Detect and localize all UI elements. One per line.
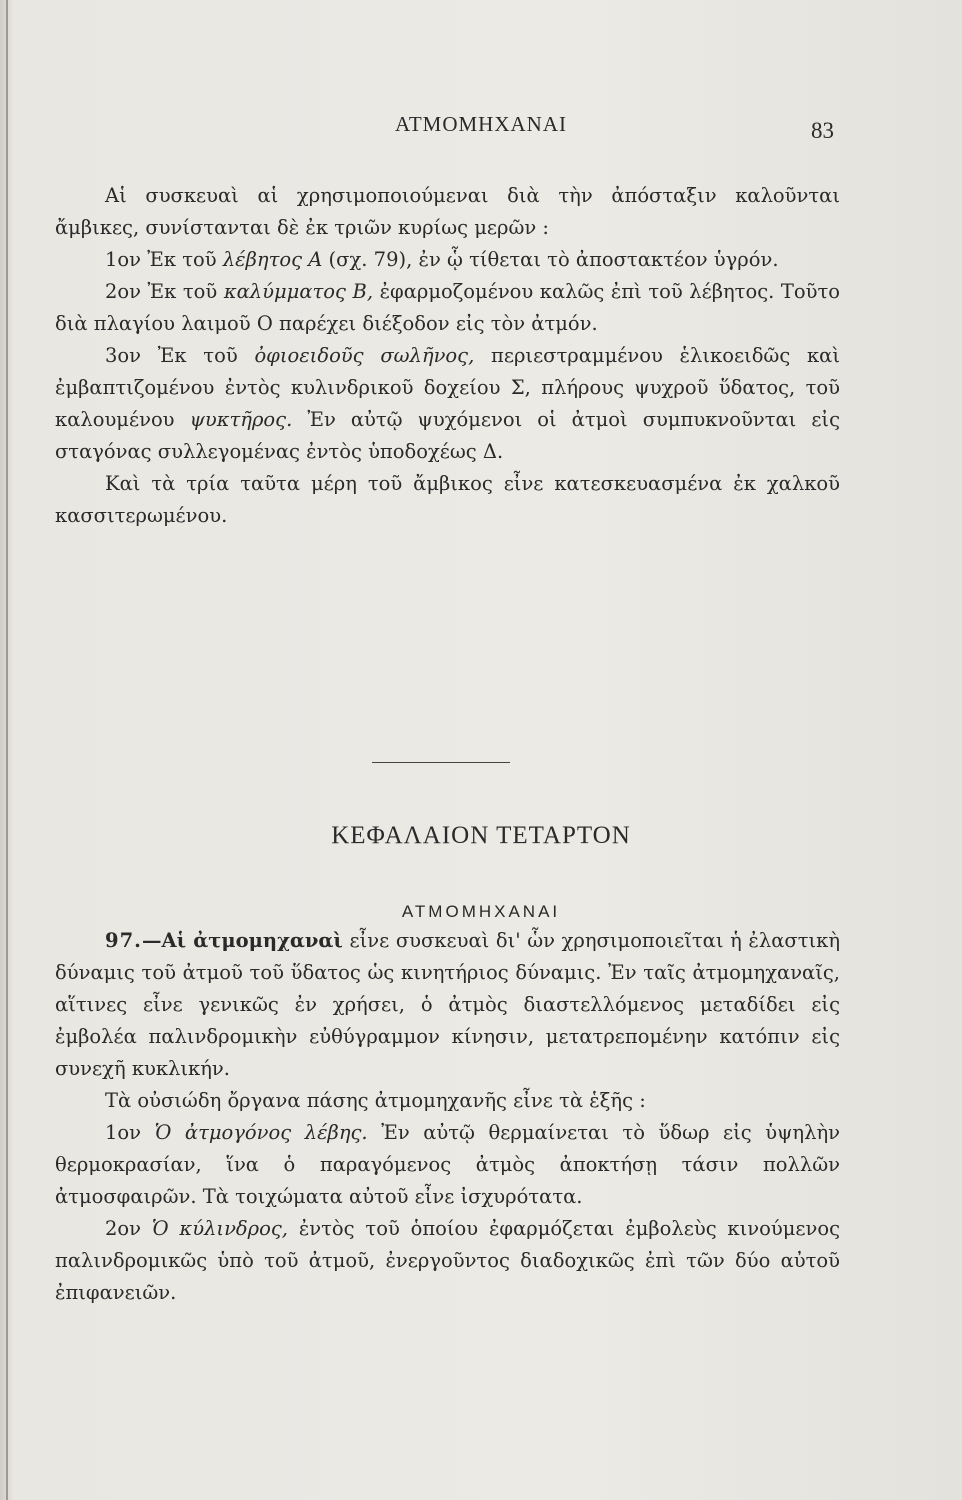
- paragraph-number: 97.: [105, 929, 142, 952]
- paragraph-text: (σχ. 79), ἐν ᾧ τίθεται τὸ ἀποστακτέον ὑγρόν.: [328, 248, 779, 271]
- item-number: 2ον: [105, 1217, 142, 1240]
- paragraph-cover: [55, 276, 840, 340]
- italic-term: ψυκτῆρος.: [189, 408, 293, 431]
- paragraph-essential-parts: [55, 1085, 840, 1117]
- paragraph-text: Τὰ οὐσιώδη ὄργανα πάσης ἀτμομηχανῆς εἶνε τὰ ἑξῆς :: [105, 1089, 646, 1112]
- paragraph-boiler: [55, 244, 840, 276]
- steam-engine-text-block: [55, 925, 840, 1309]
- chapter-title: ΚΕΦΑΛΑΙΟΝ ΤΕΤΑΡΤΟΝ: [331, 822, 631, 849]
- paragraph-steam-boiler: [55, 1117, 840, 1213]
- item-number: 1ον: [105, 1121, 142, 1144]
- paragraph-text: εἶνε συσκευαὶ δι' ὧν χρησιμοποιεῖται ἡ ἐλαστικὴ δύναμις τοῦ ἀτμοῦ τοῦ ὕδατος ὡς κινητήριος δύναμις. Ἐν ταῖς ἀτμομηχαναῖς, αἵτινες εἶνε γενικῶς ἐν χρήσει, ὁ ἀτμὸς διαστελλόμενος μεταδίδει εἰς ἐμβολέα παλινδρομικὴν εὐθύγραμμον κίνησιν, μετατρεπομένην κατόπιν εἰς συνεχῆ κυκλικήν.: [55, 929, 841, 1080]
- item-number: 3ον Ἐκ τοῦ: [105, 344, 238, 367]
- paragraph-text: Καὶ τὰ τρία ταῦτα μέρη τοῦ ἄμβικος εἶνε κατεσκευασμένα ἐκ χαλκοῦ κασσιτερωμένου.: [55, 472, 840, 527]
- item-number: 2ον Ἐκ τοῦ: [105, 280, 218, 303]
- italic-term: ὀφιοειδοῦς σωλῆνος,: [254, 344, 475, 367]
- paragraph-text: Ἐν αὐτῷ θερμαίνεται τὸ ὕδωρ εἰς ὑψηλὴν θερμοκρασίαν, ἵνα ὁ παραγόμενος ἀτμὸς ἀποκτήσῃ τάσιν πολλῶν ἀτμοσφαιρῶν. Τὰ τοιχώματα αὐτοῦ εἶνε ἰσχυρότατα.: [55, 1121, 840, 1208]
- paragraph-cylinder: [55, 1213, 840, 1309]
- paragraph-text: Αἱ συσκευαὶ αἱ χρησιμοποιούμεναι διὰ τὴν ἀπόσταξιν καλοῦνται ἄμβικες, συνίστανται δὲ ἐκ τριῶν κυρίως μερῶν :: [55, 184, 840, 239]
- paragraph-text: ἐντὸς τοῦ ὁποίου ἐφαρμόζεται ἐμβολεὺς κινούμενος παλινδρομικῶς ὑπὸ τοῦ ἀτμοῦ, ἐνεργοῦντος διαδοχικῶς ἐπὶ τῶν δύο αὐτοῦ ἐπιφανειῶν.: [55, 1217, 841, 1304]
- bold-term: —Αἱ ἀτμομηχαναὶ: [141, 929, 343, 952]
- paragraph-steam-engine-definition: [55, 925, 840, 1085]
- distillation-text-block: [55, 180, 840, 532]
- paragraph-text: περιεστραμμένου ἑλικοειδῶς καὶ ἐμβαπτιζομένου ἐντὸς κυλινδρικοῦ δοχείου Σ, πλήρους ψυχροῦ ὕδατος, τοῦ καλουμένου: [55, 344, 840, 431]
- paragraph-text: Ἐν αὐτῷ ψυχόμενοι οἱ ἀτμοὶ συμπυκνοῦνται εἰς σταγόνας συλλεγομένας ἐντὸς ὑποδοχέως Δ.: [55, 408, 840, 463]
- section-title: ΑΤΜΟΜΗΧΑΝΑΙ: [401, 902, 561, 921]
- paragraph-materials: [55, 468, 840, 532]
- running-title: ΑΤΜΟΜΗΧΑΝΑΙ: [394, 112, 568, 136]
- italic-term: λέβητος Α: [222, 248, 323, 271]
- paragraph-text: ἐφαρμοζομένου καλῶς ἐπὶ τοῦ λέβητος. Τοῦτο διὰ πλαγίου λαιμοῦ Ο παρέχει διέξοδον εἰς τὸν ἀτμόν.: [55, 280, 840, 335]
- italic-term: Ὁ ἀτμογόνος λέβης.: [154, 1121, 368, 1144]
- paragraph-coil: [55, 340, 840, 468]
- item-number: 1ον Ἐκ τοῦ: [105, 248, 217, 271]
- page-number: 83: [811, 118, 834, 143]
- paragraph-ambix-intro: [55, 180, 840, 244]
- section-divider: [372, 762, 510, 763]
- italic-term: Ὁ κύλινδρος,: [151, 1217, 288, 1240]
- page-spine-edge: [6, 0, 8, 1500]
- italic-term: καλύμματος Β,: [223, 280, 374, 303]
